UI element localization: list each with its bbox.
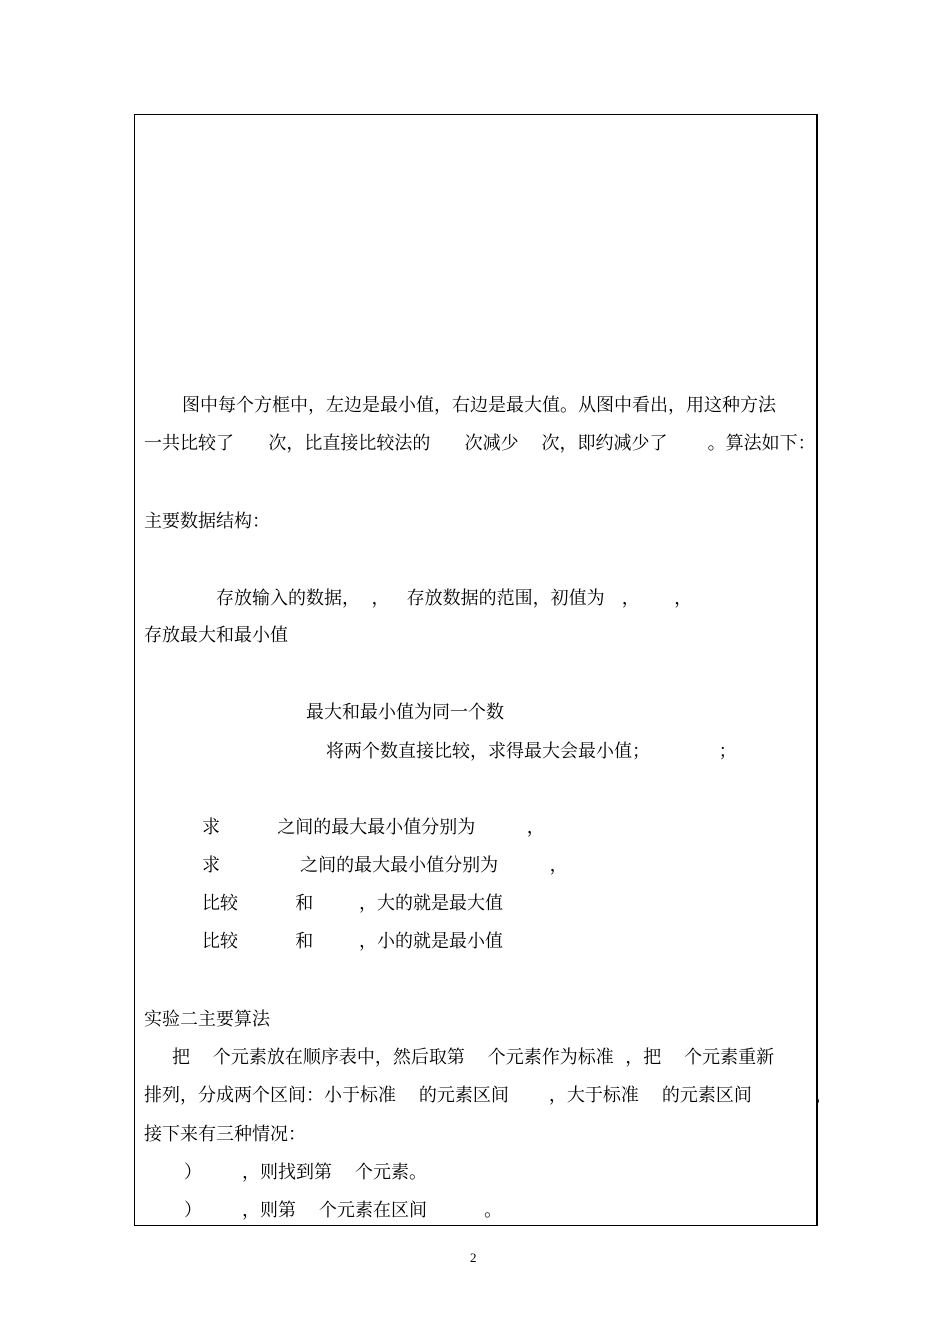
experiment-line: 把 个元素放在顺序表中，然后取第 个元素作为标准 ，把 个元素重新	[172, 1047, 775, 1068]
paragraph-line: 图中每个方框中，左边是最小值，右边是最大值。从图中看出，用这种方法	[182, 395, 776, 416]
experiment-line: 接下来有三种情况：	[144, 1124, 306, 1145]
experiment-line: ） ，则第 个元素在区间 。	[184, 1200, 503, 1221]
algorithm-line: 求 之间的最大最小值分别为 ，	[202, 817, 545, 838]
data-structure-line: 存放输入的数据， ， 存放数据的范围，初值为 ， ，	[216, 588, 693, 609]
page-number: 2	[470, 1250, 477, 1265]
algorithm-line: 比较 和 ，小的就是最小值	[202, 931, 503, 952]
algorithm-line: 将两个数直接比较，求得最大会最小值； ；	[326, 741, 737, 762]
algorithm-line: 求 之间的最大最小值分别为 ，	[202, 855, 568, 876]
algorithm-line: 最大和最小值为同一个数	[306, 702, 504, 723]
section-heading: 实验二主要算法	[144, 1009, 270, 1030]
experiment-line: ） ，则找到第 个元素。	[184, 1162, 427, 1183]
section-heading: 主要数据结构：	[144, 511, 270, 532]
paragraph-line: 一共比较了 次，比直接比较法的 次减少 次，即约减少了 。算法如下：	[144, 433, 816, 454]
experiment-line: 排列，分成两个区间：小于标准 的元素区间 ，大于标准 的元素区间 ，	[144, 1085, 833, 1106]
data-structure-line: 存放最大和最小值	[144, 625, 288, 646]
algorithm-line: 比较 和 ，大的就是最大值	[202, 893, 503, 914]
